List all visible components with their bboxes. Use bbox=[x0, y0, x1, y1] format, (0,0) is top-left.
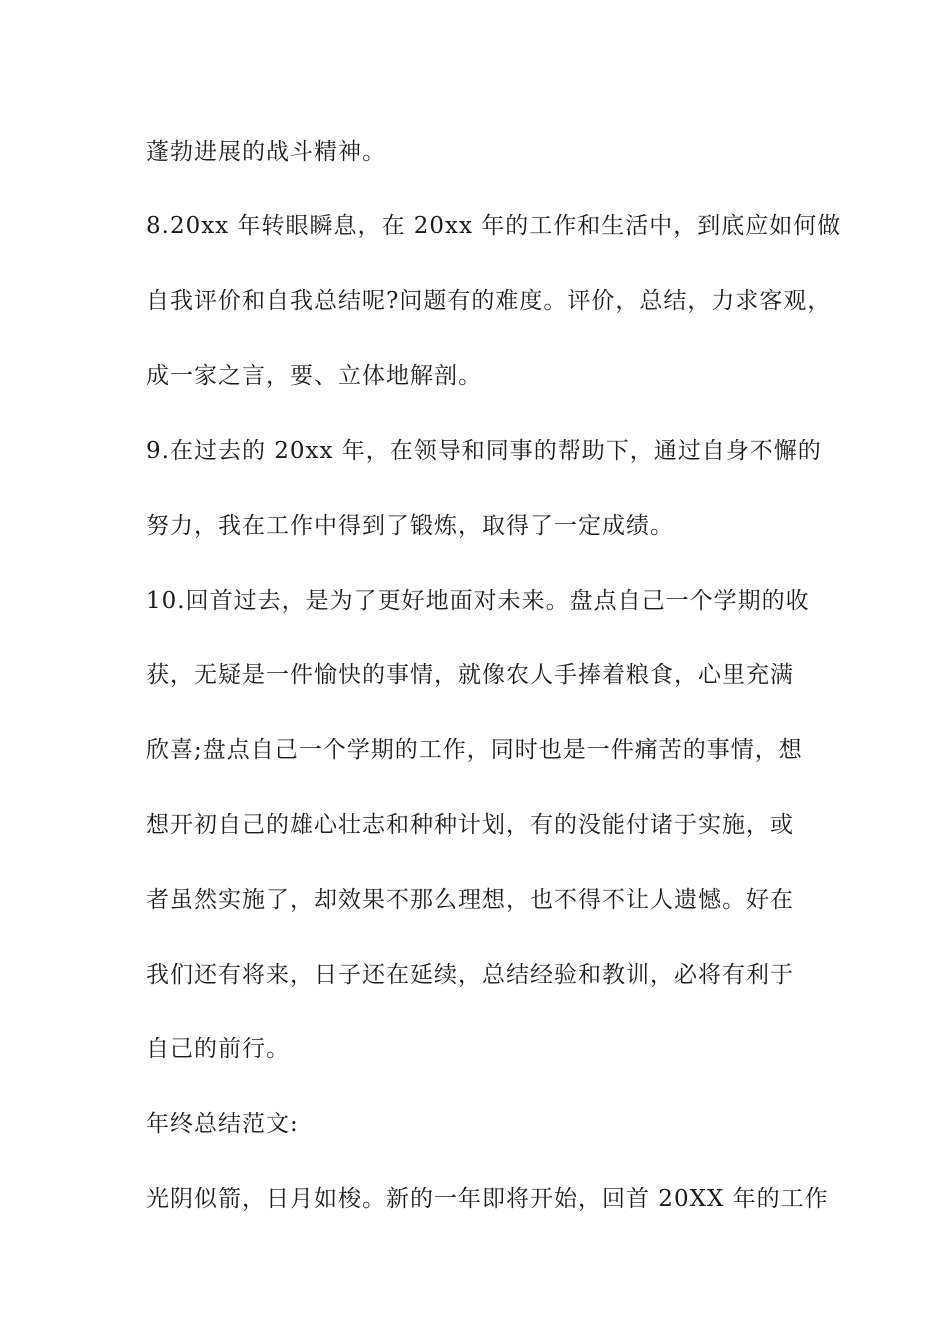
text-line: 获，无疑是一件愉快的事情，就像农人手捧着粮食，心里充满 bbox=[146, 662, 794, 688]
text-line: 8.20xx 年转眼瞬息，在 20xx 年的工作和生活中，到底应如何做 bbox=[146, 213, 842, 239]
text-line: 蓬勃进展的战斗精神。 bbox=[146, 139, 386, 165]
text-line: 努力，我在工作中得到了锻炼，取得了一定成绩。 bbox=[146, 513, 674, 539]
text-line: 9.在过去的 20xx 年，在领导和同事的帮助下，通过自身不懈的 bbox=[146, 438, 822, 464]
text-line: 自己的前行。 bbox=[146, 1036, 290, 1062]
text-line: 者虽然实施了，却效果不那么理想，也不得不让人遗憾。好在 bbox=[146, 887, 794, 913]
text-line: 10.回首过去，是为了更好地面对未来。盘点自己一个学期的收 bbox=[146, 588, 810, 614]
text-line: 自我评价和自我总结呢?问题有的难度。评价，总结，力求客观， bbox=[146, 288, 832, 314]
text-line: 想开初自己的雄心壮志和种种计划，有的没能付诸于实施，或 bbox=[146, 812, 794, 838]
text-line: 我们还有将来，日子还在延续，总结经验和教训，必将有利于 bbox=[146, 962, 794, 988]
text-line: 欣喜;盘点自己一个学期的工作，同时也是一件痛苦的事情，想 bbox=[146, 737, 803, 763]
section-heading: 年终总结范文: bbox=[146, 1111, 299, 1137]
text-line: 光阴似箭，日月如梭。新的一年即将开始，回首 20XX 年的工作 bbox=[146, 1186, 829, 1212]
text-line: 成一家之言，要、立体地解剖。 bbox=[146, 363, 482, 389]
